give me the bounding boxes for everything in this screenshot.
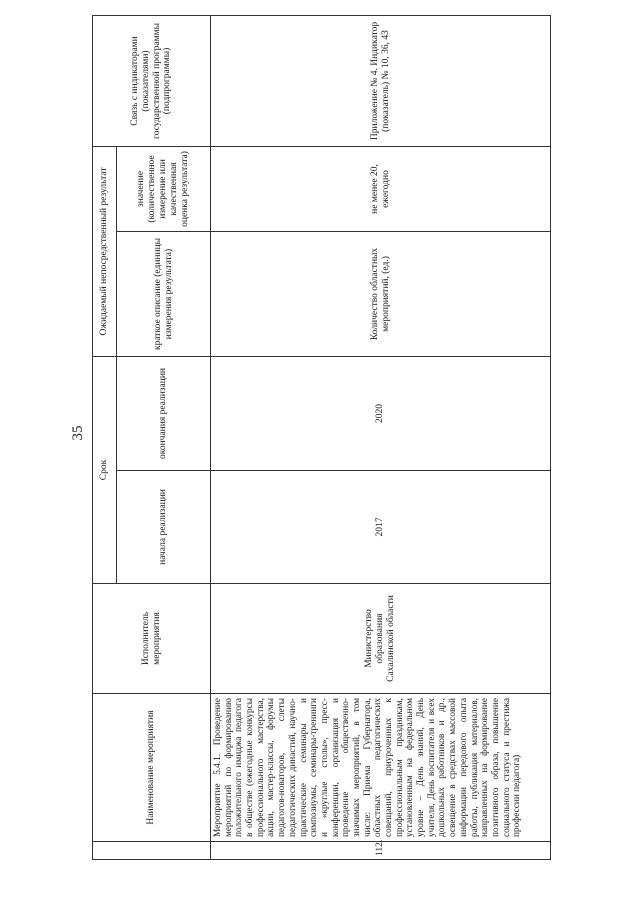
table-row — [211, 15, 551, 859]
activities-table — [92, 15, 551, 860]
header-link: Связь с индикаторами (показателями) государственной программы (подпрограммы) — [93, 15, 211, 146]
row-link: Приложение № 4. Индикатор (показатель) № 10, 36, 43 — [211, 15, 551, 146]
row-term-end: 2020 — [211, 356, 551, 470]
row-value: не менее 20, ежегодно — [211, 146, 551, 231]
row-number: 112. — [211, 842, 551, 860]
header-row-top — [93, 15, 117, 859]
row-term-start: 2017 — [211, 471, 551, 584]
header-value: значение (количественное измерение или качественная оценка результата) — [117, 146, 211, 231]
header-term-end: окончания реализации — [117, 356, 211, 470]
row-name: Мероприятие 5.4.1. Проведение мероприятий по формированию положительного имиджа педагога в обществе (ежегодные конкурсы профессионального мастерства, акции, мастер-классы, форумы педагогов-новаторов, слеты педагогических династий, научно-практические семинары и симпозиумы, семинары-тренинги и «круглые столы», пресс-конференции, организация и проведение общественно-значимых мероприятий, в том числе: Приема Губернатора, областных педагогических совещаний, приуроченных к профессиональным праздникам, установленным на федеральном уровне – День знаний, День учителя, День воспитателя и всех дошкольных работников и др., освещение в средствах массовой информации передового опыта работы, публикация материалов, направленных на формирование позитивного образа, повышение социального статуса и престижа профессии педагога) — [211, 694, 551, 842]
header-name: Наименование мероприятия — [93, 694, 211, 842]
header-term: Срок — [93, 356, 117, 583]
row-short-description: Количество областных мероприятий, (ед.) — [211, 231, 551, 356]
header-expected-result: Ожидаемый непосредственный результат — [93, 146, 117, 356]
header-number — [93, 842, 211, 860]
page-number: 35 — [70, 425, 86, 441]
row-executor: Министерство образования Сахалинской области — [211, 584, 551, 694]
header-term-start: начала реализации — [117, 471, 211, 584]
header-executor: Исполнитель мероприятия — [93, 584, 211, 694]
header-short-description: краткое описание (единицы измерения результата) — [117, 231, 211, 356]
